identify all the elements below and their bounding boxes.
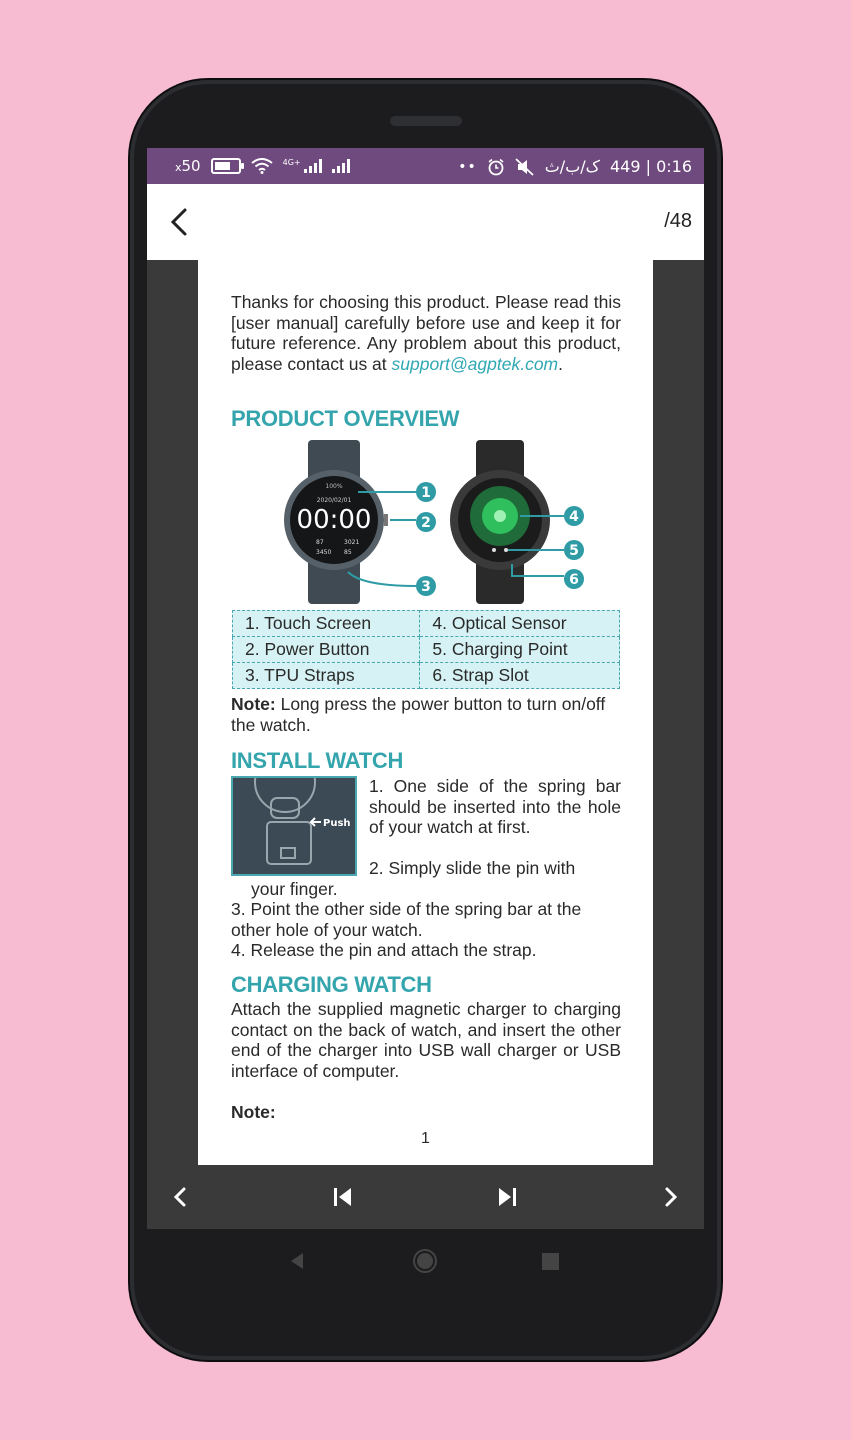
support-email-link[interactable]: support@agptek.com (391, 353, 559, 374)
watch-stat-3: 3450 (316, 549, 332, 556)
screen (147, 148, 704, 1229)
install-step-2: 2. Simply slide the pin with (369, 858, 576, 878)
install-step-4: 4. Release the pin and attach the strap. (231, 940, 537, 960)
note-text: Long press the power button to turn on/off the watch. (231, 694, 606, 735)
alarm-icon (487, 158, 505, 176)
skip-last-icon[interactable] (493, 1183, 521, 1211)
document-page (198, 260, 653, 1165)
note-label: Note: (231, 694, 276, 714)
network-type-label: 4G+ (282, 158, 301, 167)
notification-count: x50 (175, 157, 201, 175)
install-illustration (231, 776, 357, 876)
mute-icon (515, 158, 535, 176)
system-navigation-bar (147, 1229, 704, 1293)
watch-stat-4: 85 (344, 549, 352, 556)
carrier-text: ک/ب/ث (544, 157, 600, 176)
intro-paragraph: Thanks for choosing this product. Please read this [user manual] carefully before use and keep it for future reference. Any problem about this product, please contact us at support@agptek.com. (231, 292, 621, 374)
charging-paragraph: Attach the supplied magnetic charger to charging contact on the back of watch, and insert the other end of the charger into USB wall charger or USB interface of computer. (231, 999, 621, 1081)
callout-5: 5 (569, 543, 579, 559)
system-home-icon[interactable] (412, 1248, 438, 1274)
phone-speaker (390, 116, 462, 126)
callout-3: 3 (421, 579, 431, 595)
more-dots-icon: •• (458, 158, 477, 175)
watch-battery: 100% (325, 483, 343, 490)
callout-4: 4 (569, 509, 579, 525)
watch-back-image (448, 438, 598, 606)
page-navigation-bar (147, 1165, 704, 1229)
install-step-2-cont: your finger. (251, 879, 338, 899)
watch-stat-1: 87 (316, 539, 324, 546)
table-cell: 2. Power Button (233, 637, 420, 663)
battery-icon (211, 158, 241, 174)
page-number: 1 (421, 1130, 430, 1147)
signal-icon (304, 159, 322, 173)
system-back-icon[interactable] (287, 1251, 307, 1271)
push-label: Push (323, 818, 351, 829)
chevron-right-icon[interactable] (656, 1183, 684, 1211)
watch-stat-2: 3021 (344, 539, 360, 546)
top-app-bar (147, 184, 704, 260)
wifi-icon (251, 158, 273, 174)
install-heading: INSTALL WATCH (231, 748, 404, 773)
chevron-left-icon[interactable] (167, 1183, 195, 1211)
table-cell: 4. Optical Sensor (420, 611, 620, 637)
callout-2: 2 (421, 515, 431, 531)
table-cell: 6. Strap Slot (420, 663, 620, 689)
status-bar (147, 148, 704, 184)
watch-time: 00:00 (296, 505, 372, 535)
power-note (231, 694, 623, 735)
intro-text: Thanks for choosing this product. Please read this [user manual] carefully before use and keep it for future reference. Any problem about this product, please contact us at (231, 292, 621, 374)
table-cell: 5. Charging Point (420, 637, 620, 663)
table-row (233, 637, 620, 663)
watch-front-image (278, 438, 448, 606)
charging-note-label: Note: (231, 1102, 276, 1122)
chevron-left-icon[interactable] (165, 204, 193, 240)
callout-6: 6 (569, 572, 579, 588)
system-recents-icon[interactable] (542, 1253, 559, 1270)
table-cell: 3. TPU Straps (233, 663, 420, 689)
table-row (233, 611, 620, 637)
status-time: 449 | 0:16 (609, 157, 692, 176)
page-count: /48 (664, 210, 692, 232)
overview-table (232, 610, 620, 689)
table-cell: 1. Touch Screen (233, 611, 420, 637)
callout-1: 1 (421, 485, 431, 501)
signal-2-icon (332, 159, 350, 173)
install-step-1: 1. One side of the spring bar should be inserted into the hole of your watch at first. (369, 776, 621, 837)
skip-first-icon[interactable] (329, 1183, 357, 1211)
install-step-3: 3. Point the other side of the spring bar at the other hole of your watch. (231, 899, 582, 940)
watch-date: 2020/02/01 (316, 497, 352, 504)
overview-heading: PRODUCT OVERVIEW (231, 406, 460, 431)
charging-heading: CHARGING WATCH (231, 972, 432, 997)
table-row (233, 663, 620, 689)
